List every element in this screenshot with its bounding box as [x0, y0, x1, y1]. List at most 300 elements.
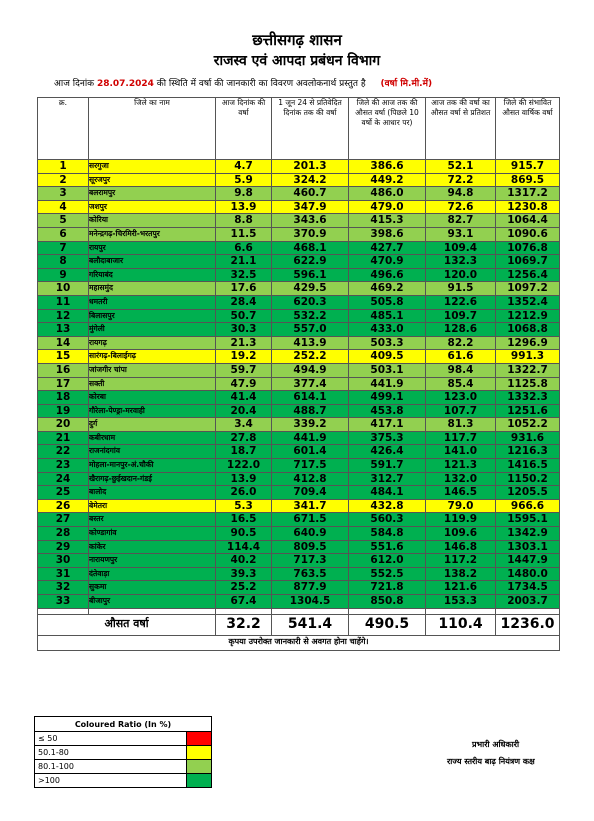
rain-annual-avg: 869.5	[496, 173, 560, 187]
rain-percent: 138.2	[426, 567, 496, 581]
district-name: जशपुर	[89, 200, 216, 214]
rain-avg-to-date: 426.4	[349, 445, 426, 459]
col-header-avg-to-date: जिले की आज तक की औसत वर्षा (पिछले 10 वर्षो के आधार पर)	[349, 98, 426, 160]
rain-since-june: 809.5	[272, 540, 349, 554]
rain-annual-avg: 1447.9	[496, 554, 560, 568]
rain-since-june: 412.8	[272, 472, 349, 486]
rain-percent: 93.1	[426, 227, 496, 241]
district-no: 11	[38, 295, 89, 309]
rain-since-june: 622.9	[272, 255, 349, 269]
district-no: 22	[38, 445, 89, 459]
rain-since-june: 596.1	[272, 268, 349, 282]
table-row	[38, 309, 560, 323]
district-name: धमतरी	[89, 295, 216, 309]
district-no: 31	[38, 567, 89, 581]
rain-today: 19.2	[216, 350, 272, 364]
legend-label: ≤ 50	[35, 732, 187, 746]
table-row	[38, 554, 560, 568]
legend-row	[35, 746, 212, 760]
rain-annual-avg: 1205.5	[496, 486, 560, 500]
rain-today: 50.7	[216, 309, 272, 323]
district-name: सक्ती	[89, 377, 216, 391]
rain-avg-to-date: 485.1	[349, 309, 426, 323]
col-header-no: क्र.	[38, 98, 89, 160]
rain-avg-to-date: 503.3	[349, 336, 426, 350]
rain-today: 32.5	[216, 268, 272, 282]
legend-swatch	[187, 760, 212, 774]
district-name: राजनांदगांव	[89, 445, 216, 459]
rain-avg-to-date: 386.6	[349, 160, 426, 174]
table-row	[38, 540, 560, 554]
rain-today: 59.7	[216, 363, 272, 377]
rain-since-june: 339.2	[272, 418, 349, 432]
rain-since-june: 601.4	[272, 445, 349, 459]
district-no: 28	[38, 527, 89, 541]
rain-since-june: 370.9	[272, 227, 349, 241]
rain-avg-to-date: 612.0	[349, 554, 426, 568]
rain-avg-to-date: 552.5	[349, 567, 426, 581]
district-name: सरगुजा	[89, 160, 216, 174]
legend-swatch	[187, 774, 212, 788]
rain-today: 9.8	[216, 187, 272, 201]
color-legend	[34, 716, 212, 788]
rain-today: 28.4	[216, 295, 272, 309]
legend-row	[35, 760, 212, 774]
district-no: 4	[38, 200, 89, 214]
rain-annual-avg: 1296.9	[496, 336, 560, 350]
rain-since-june: 441.9	[272, 431, 349, 445]
rain-since-june: 429.5	[272, 282, 349, 296]
district-name: नारायणपुर	[89, 554, 216, 568]
district-no: 1	[38, 160, 89, 174]
district-no: 32	[38, 581, 89, 595]
rain-percent: 85.4	[426, 377, 496, 391]
district-name: रायपुर	[89, 241, 216, 255]
totals-label: औसत वर्षा	[38, 614, 216, 635]
rain-today: 8.8	[216, 214, 272, 228]
rain-since-june: 347.9	[272, 200, 349, 214]
table-row	[38, 527, 560, 541]
subline-suffix: की स्थिति में वर्षा की जानकारी का विवरण अवलोकनार्थ प्रस्तुत है	[156, 79, 366, 89]
district-no: 2	[38, 173, 89, 187]
rain-annual-avg: 1595.1	[496, 513, 560, 527]
rain-since-june: 252.2	[272, 350, 349, 364]
district-name: मोहला-मानपुर-अं.चौकी	[89, 459, 216, 473]
rain-percent: 128.6	[426, 323, 496, 337]
table-row	[38, 255, 560, 269]
rain-since-june: 324.2	[272, 173, 349, 187]
rain-since-june: 468.1	[272, 241, 349, 255]
rain-percent: 98.4	[426, 363, 496, 377]
rain-avg-to-date: 484.1	[349, 486, 426, 500]
rain-today: 17.6	[216, 282, 272, 296]
district-name: खैरागढ़-छुईखदान-गंडई	[89, 472, 216, 486]
rain-since-june: 341.7	[272, 499, 349, 513]
district-name: गौरेला-पेण्ड्रा-मरवाही	[89, 404, 216, 418]
table-row	[38, 567, 560, 581]
table-row	[38, 486, 560, 500]
district-no: 24	[38, 472, 89, 486]
rain-today: 11.5	[216, 227, 272, 241]
rain-annual-avg: 915.7	[496, 160, 560, 174]
report-subline	[54, 76, 564, 89]
table-row	[38, 214, 560, 228]
rain-annual-avg: 1734.5	[496, 581, 560, 595]
district-name: सुकमा	[89, 581, 216, 595]
table-row	[38, 187, 560, 201]
district-no: 14	[38, 336, 89, 350]
district-no: 13	[38, 323, 89, 337]
totals-row	[38, 614, 560, 635]
rain-percent: 120.0	[426, 268, 496, 282]
rain-avg-to-date: 591.7	[349, 459, 426, 473]
rain-since-june: 620.3	[272, 295, 349, 309]
legend-row	[35, 732, 212, 746]
rain-since-june: 717.5	[272, 459, 349, 473]
district-name: रायगढ़	[89, 336, 216, 350]
rain-today: 40.2	[216, 554, 272, 568]
rain-annual-avg: 2003.7	[496, 595, 560, 609]
note-row	[38, 635, 560, 650]
rain-annual-avg: 1256.4	[496, 268, 560, 282]
dept-title: राजस्व एवं आपदा प्रबंधन विभाग	[213, 53, 381, 69]
table-header-row	[38, 98, 560, 160]
rain-annual-avg: 1150.2	[496, 472, 560, 486]
rain-since-june: 877.9	[272, 581, 349, 595]
rain-since-june: 460.7	[272, 187, 349, 201]
legend-label: 80.1-100	[35, 760, 187, 774]
rain-today: 16.5	[216, 513, 272, 527]
rain-avg-to-date: 551.6	[349, 540, 426, 554]
rain-percent: 72.6	[426, 200, 496, 214]
rain-percent: 91.5	[426, 282, 496, 296]
rain-percent: 81.3	[426, 418, 496, 432]
table-row	[38, 472, 560, 486]
rain-annual-avg: 1212.9	[496, 309, 560, 323]
rain-annual-avg: 931.6	[496, 431, 560, 445]
table-row	[38, 459, 560, 473]
rain-since-june: 557.0	[272, 323, 349, 337]
rain-today: 21.3	[216, 336, 272, 350]
rain-percent: 109.7	[426, 309, 496, 323]
unit-label: (वर्षा मि.मी.में)	[380, 79, 433, 89]
rain-avg-to-date: 427.7	[349, 241, 426, 255]
rain-avg-to-date: 415.3	[349, 214, 426, 228]
district-no: 15	[38, 350, 89, 364]
district-name: सारंगढ़-बिलाईगढ़	[89, 350, 216, 364]
rain-annual-avg: 1317.2	[496, 187, 560, 201]
table-row	[38, 241, 560, 255]
district-name: कोरबा	[89, 391, 216, 405]
rain-annual-avg: 1322.7	[496, 363, 560, 377]
table-row	[38, 377, 560, 391]
rain-since-june: 494.9	[272, 363, 349, 377]
rain-since-june: 614.1	[272, 391, 349, 405]
rain-annual-avg: 991.3	[496, 350, 560, 364]
govt-title: छत्तीसगढ़ शासन	[252, 31, 342, 49]
legend-swatch	[187, 746, 212, 760]
district-name: मुंगेली	[89, 323, 216, 337]
table-row	[38, 499, 560, 513]
table-row	[38, 173, 560, 187]
rain-percent: 122.6	[426, 295, 496, 309]
rain-avg-to-date: 312.7	[349, 472, 426, 486]
rain-avg-to-date: 409.5	[349, 350, 426, 364]
district-name: बेमेतरा	[89, 499, 216, 513]
district-name: बीजापुर	[89, 595, 216, 609]
legend-label: >100	[35, 774, 187, 788]
rain-percent: 119.9	[426, 513, 496, 527]
rain-percent: 72.2	[426, 173, 496, 187]
table-row	[38, 404, 560, 418]
legend-row	[35, 774, 212, 788]
rain-today: 26.0	[216, 486, 272, 500]
rain-avg-to-date: 470.9	[349, 255, 426, 269]
district-no: 8	[38, 255, 89, 269]
signature-office: राज्य स्तरीय बाढ़ नियंत्रण कक्ष	[447, 757, 535, 766]
rain-avg-to-date: 499.1	[349, 391, 426, 405]
rain-avg-to-date: 721.8	[349, 581, 426, 595]
table-row	[38, 282, 560, 296]
rain-percent: 109.4	[426, 241, 496, 255]
district-name: मनेन्द्रगढ़-चिरमिरी-भरतपुर	[89, 227, 216, 241]
district-name: बस्तर	[89, 513, 216, 527]
rain-today: 20.4	[216, 404, 272, 418]
district-no: 29	[38, 540, 89, 554]
rain-today: 25.2	[216, 581, 272, 595]
rain-avg-to-date: 479.0	[349, 200, 426, 214]
rain-today: 90.5	[216, 527, 272, 541]
table-row	[38, 200, 560, 214]
rain-percent: 82.2	[426, 336, 496, 350]
rain-avg-to-date: 505.8	[349, 295, 426, 309]
rain-avg-to-date: 503.1	[349, 363, 426, 377]
district-name: कोरिया	[89, 214, 216, 228]
rain-annual-avg: 1097.2	[496, 282, 560, 296]
table-row	[38, 595, 560, 609]
district-no: 6	[38, 227, 89, 241]
rain-annual-avg: 1052.2	[496, 418, 560, 432]
district-name: कबीरधाम	[89, 431, 216, 445]
rainfall-table	[37, 97, 560, 651]
district-name: कोण्डागांव	[89, 527, 216, 541]
table-row	[38, 160, 560, 174]
rain-avg-to-date: 469.2	[349, 282, 426, 296]
district-no: 33	[38, 595, 89, 609]
rain-annual-avg: 1076.8	[496, 241, 560, 255]
district-name: बिलासपुर	[89, 309, 216, 323]
rain-today: 114.4	[216, 540, 272, 554]
rain-today: 122.0	[216, 459, 272, 473]
rain-percent: 146.5	[426, 486, 496, 500]
rain-since-june: 413.9	[272, 336, 349, 350]
rain-percent: 61.6	[426, 350, 496, 364]
rain-today: 21.1	[216, 255, 272, 269]
col-header-district: जिले का नाम	[89, 98, 216, 160]
rain-avg-to-date: 432.8	[349, 499, 426, 513]
district-no: 19	[38, 404, 89, 418]
table-row	[38, 350, 560, 364]
district-no: 30	[38, 554, 89, 568]
rain-since-june: 488.7	[272, 404, 349, 418]
rain-percent: 52.1	[426, 160, 496, 174]
rain-percent: 123.0	[426, 391, 496, 405]
rain-percent: 121.6	[426, 581, 496, 595]
rain-today: 6.6	[216, 241, 272, 255]
district-name: बालोद	[89, 486, 216, 500]
rain-avg-to-date: 560.3	[349, 513, 426, 527]
district-name: बलरामपुर	[89, 187, 216, 201]
rain-annual-avg: 1416.5	[496, 459, 560, 473]
rain-since-june: 709.4	[272, 486, 349, 500]
rain-percent: 121.3	[426, 459, 496, 473]
rain-percent: 117.7	[426, 431, 496, 445]
rain-annual-avg: 966.6	[496, 499, 560, 513]
district-no: 5	[38, 214, 89, 228]
district-no: 25	[38, 486, 89, 500]
table-row	[38, 295, 560, 309]
district-name: दंतेवाड़ा	[89, 567, 216, 581]
rain-avg-to-date: 453.8	[349, 404, 426, 418]
district-no: 9	[38, 268, 89, 282]
table-row	[38, 391, 560, 405]
district-no: 16	[38, 363, 89, 377]
rain-today: 3.4	[216, 418, 272, 432]
rain-annual-avg: 1090.6	[496, 227, 560, 241]
rain-annual-avg: 1332.3	[496, 391, 560, 405]
rain-since-june: 640.9	[272, 527, 349, 541]
table-row	[38, 268, 560, 282]
rain-percent: 141.0	[426, 445, 496, 459]
district-no: 27	[38, 513, 89, 527]
rain-today: 47.9	[216, 377, 272, 391]
rain-since-june: 763.5	[272, 567, 349, 581]
rain-today: 39.3	[216, 567, 272, 581]
rain-since-june: 1304.5	[272, 595, 349, 609]
rain-percent: 107.7	[426, 404, 496, 418]
rain-annual-avg: 1251.6	[496, 404, 560, 418]
district-no: 20	[38, 418, 89, 432]
table-row	[38, 227, 560, 241]
rain-since-june: 532.2	[272, 309, 349, 323]
district-name: दुर्ग	[89, 418, 216, 432]
rain-percent: 153.3	[426, 595, 496, 609]
district-no: 21	[38, 431, 89, 445]
table-row	[38, 418, 560, 432]
rain-today: 4.7	[216, 160, 272, 174]
report-date: 28.07.2024	[96, 79, 154, 89]
rain-annual-avg: 1342.9	[496, 527, 560, 541]
district-no: 12	[38, 309, 89, 323]
col-header-since-june: 1 जून 24 से प्रतिवेदित दिनांक तक की वर्षा	[272, 98, 349, 160]
signature-title: प्रभारी अधिकारी	[472, 740, 520, 749]
table-row	[38, 431, 560, 445]
rain-since-june: 201.3	[272, 160, 349, 174]
district-no: 7	[38, 241, 89, 255]
rain-today: 5.9	[216, 173, 272, 187]
total-percent: 110.4	[426, 614, 496, 635]
district-name: जांजगीर चांपा	[89, 363, 216, 377]
rain-avg-to-date: 398.6	[349, 227, 426, 241]
legend-title: Coloured Ratio (In %)	[35, 717, 212, 732]
rain-avg-to-date: 584.8	[349, 527, 426, 541]
district-no: 18	[38, 391, 89, 405]
district-name: बलौदाबाजार	[89, 255, 216, 269]
rain-annual-avg: 1230.8	[496, 200, 560, 214]
table-row	[38, 513, 560, 527]
rain-percent: 109.6	[426, 527, 496, 541]
rain-annual-avg: 1303.1	[496, 540, 560, 554]
total-annual-avg: 1236.0	[496, 614, 560, 635]
rain-percent: 94.8	[426, 187, 496, 201]
total-avg-to-date: 490.5	[349, 614, 426, 635]
table-row	[38, 323, 560, 337]
table-row	[38, 363, 560, 377]
total-today: 32.2	[216, 614, 272, 635]
rain-today: 18.7	[216, 445, 272, 459]
rain-avg-to-date: 417.1	[349, 418, 426, 432]
rain-annual-avg: 1352.4	[496, 295, 560, 309]
rain-annual-avg: 1069.7	[496, 255, 560, 269]
rain-today: 13.9	[216, 472, 272, 486]
rain-annual-avg: 1064.4	[496, 214, 560, 228]
table-row	[38, 336, 560, 350]
rain-annual-avg: 1125.8	[496, 377, 560, 391]
rain-percent: 132.3	[426, 255, 496, 269]
col-header-percent: आज तक की वर्षा का औसत वर्षा से प्रतिशत	[426, 98, 496, 160]
rain-annual-avg: 1216.3	[496, 445, 560, 459]
district-name: सूरजपुर	[89, 173, 216, 187]
rain-today: 27.8	[216, 431, 272, 445]
rain-today: 13.9	[216, 200, 272, 214]
legend-label: 50.1-80	[35, 746, 187, 760]
rain-since-june: 717.3	[272, 554, 349, 568]
subline-prefix: आज दिनांक	[54, 79, 95, 89]
rain-avg-to-date: 433.0	[349, 323, 426, 337]
district-no: 17	[38, 377, 89, 391]
rain-annual-avg: 1068.8	[496, 323, 560, 337]
rain-percent: 132.0	[426, 472, 496, 486]
table-row	[38, 445, 560, 459]
rain-percent: 146.8	[426, 540, 496, 554]
rain-avg-to-date: 496.6	[349, 268, 426, 282]
col-header-annual-avg: जिले की संभावित औसत वार्षिक वर्षा	[496, 98, 560, 160]
district-no: 23	[38, 459, 89, 473]
rain-avg-to-date: 441.9	[349, 377, 426, 391]
rain-since-june: 377.4	[272, 377, 349, 391]
total-since-june: 541.4	[272, 614, 349, 635]
district-no: 3	[38, 187, 89, 201]
rain-annual-avg: 1480.0	[496, 567, 560, 581]
district-name: महासमुंद	[89, 282, 216, 296]
rain-percent: 117.2	[426, 554, 496, 568]
district-name: कांकेर	[89, 540, 216, 554]
district-no: 26	[38, 499, 89, 513]
rain-since-june: 671.5	[272, 513, 349, 527]
table-row	[38, 581, 560, 595]
rain-since-june: 343.6	[272, 214, 349, 228]
rain-percent: 79.0	[426, 499, 496, 513]
district-name: गरियाबंद	[89, 268, 216, 282]
note-text: कृपया उपरोक्त जानकारी से अवगत होना चाहेंगे।	[38, 635, 560, 650]
rain-avg-to-date: 449.2	[349, 173, 426, 187]
col-header-today: आज दिनांक की वर्षा	[216, 98, 272, 160]
rain-avg-to-date: 486.0	[349, 187, 426, 201]
rain-today: 41.4	[216, 391, 272, 405]
rain-today: 67.4	[216, 595, 272, 609]
rain-avg-to-date: 850.8	[349, 595, 426, 609]
rain-avg-to-date: 375.3	[349, 431, 426, 445]
